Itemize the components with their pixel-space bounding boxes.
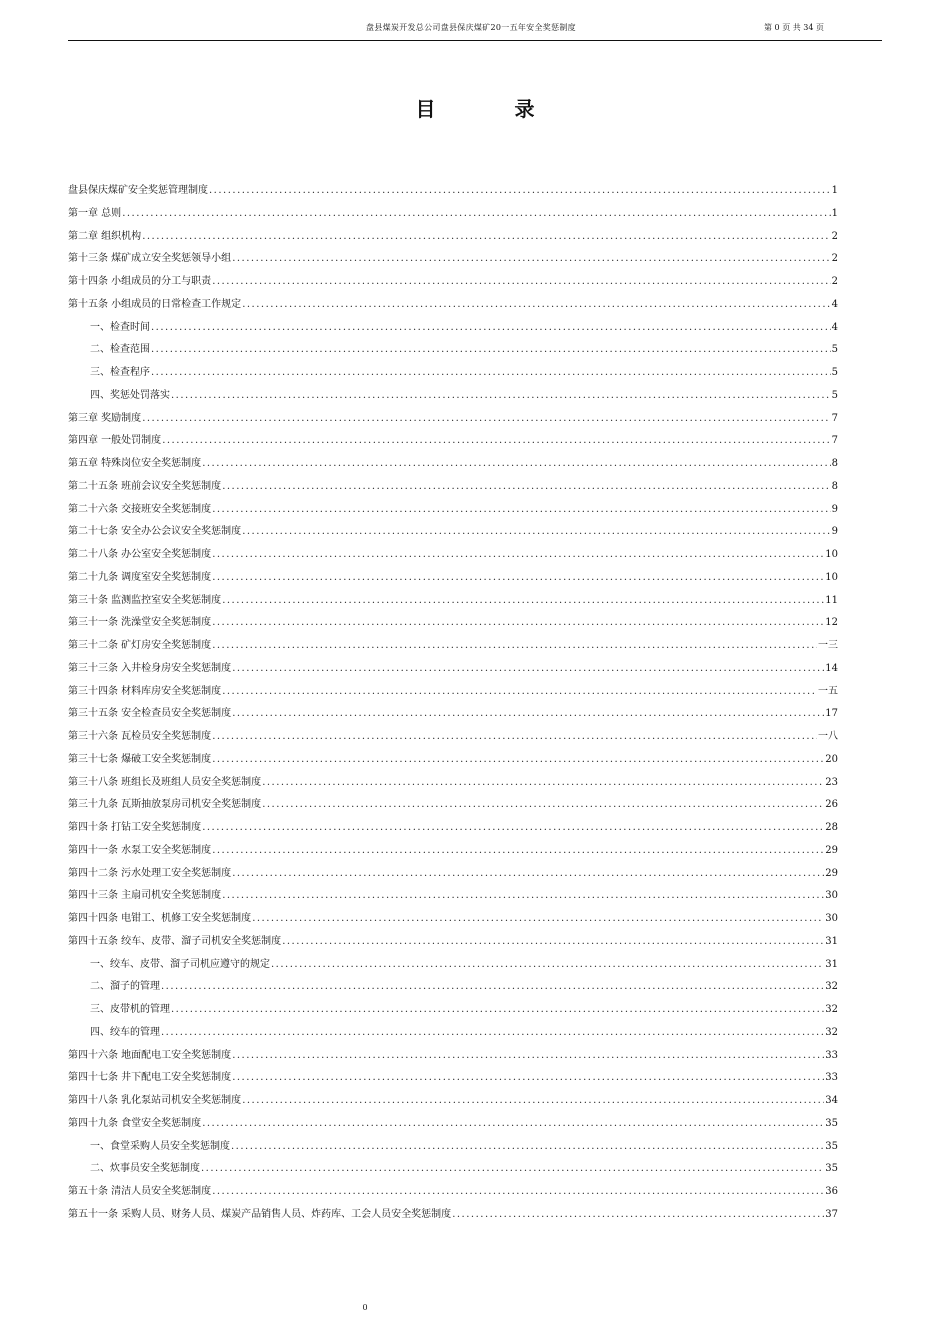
toc-entry-page: 2 xyxy=(831,253,838,265)
toc-entry-label: 第三十六条 瓦检员安全奖惩制度 xyxy=(68,731,212,742)
toc-entry-page: 37 xyxy=(825,1208,838,1220)
toc-entry[interactable] xyxy=(68,863,838,886)
toc-entry-label: 第五章 特殊岗位安全奖惩制度 xyxy=(68,458,202,469)
toc-entry-page: 一三 xyxy=(818,640,838,651)
toc-dot-leader xyxy=(242,294,830,317)
toc-dot-leader xyxy=(212,726,817,749)
toc-entry[interactable] xyxy=(68,1067,838,1090)
toc-entry-label: 三、皮带机的管理 xyxy=(90,1004,170,1015)
toc-entry-page: 31 xyxy=(825,935,838,947)
toc-entry-label: 第四十三条 主扇司机安全奖惩制度 xyxy=(68,890,222,902)
toc-entry-page: 34 xyxy=(825,1095,838,1106)
toc-entry[interactable] xyxy=(68,385,838,408)
toc-dot-leader xyxy=(222,681,817,704)
toc-entry[interactable] xyxy=(68,180,838,203)
toc-entry[interactable] xyxy=(68,408,838,431)
toc-entry[interactable] xyxy=(68,908,838,931)
toc-dot-leader xyxy=(222,590,824,613)
toc-dot-leader xyxy=(271,954,824,977)
toc-entry-page: 9 xyxy=(831,503,838,515)
toc-entry[interactable] xyxy=(68,362,838,385)
toc-entry-label: 第三章 奖励制度 xyxy=(68,412,142,424)
toc-entry[interactable] xyxy=(68,544,838,567)
toc-entry[interactable] xyxy=(68,635,838,658)
toc-entry[interactable] xyxy=(68,817,838,840)
toc-entry-label: 第四十九条 食堂安全奖惩制度 xyxy=(68,1117,202,1129)
toc-entry-page: 9 xyxy=(831,526,838,538)
toc-entry-page: 32 xyxy=(825,1004,838,1015)
toc-entry-label: 第三十八条 班组长及班组人员安全奖惩制度 xyxy=(68,776,262,788)
toc-dot-leader xyxy=(212,271,830,294)
toc-dot-leader xyxy=(452,1204,824,1227)
toc-entry[interactable] xyxy=(68,931,838,954)
toc-entry-page: 35 xyxy=(825,1117,838,1129)
toc-entry-label: 第三十九条 瓦斯抽放泵房司机安全奖惩制度 xyxy=(68,799,262,811)
toc-entry-page: 35 xyxy=(825,1140,838,1152)
toc-entry-label: 一、食堂采购人员安全奖惩制度 xyxy=(90,1140,230,1152)
toc-entry-page: 10 xyxy=(825,571,838,583)
toc-dot-leader xyxy=(232,703,824,726)
toc-entry-label: 第十三条 煤矿成立安全奖惩领导小组 xyxy=(68,253,232,265)
toc-entry-label: 第四十六条 地面配电工安全奖惩制度 xyxy=(68,1049,232,1061)
toc-dot-leader xyxy=(202,1113,824,1136)
toc-dot-leader xyxy=(171,385,831,408)
toc-entry-label: 第二章 组织机构 xyxy=(68,230,142,242)
toc-entry-label: 第四章 一般处罚制度 xyxy=(68,435,162,447)
toc-entry[interactable] xyxy=(68,703,838,726)
toc-entry-page: 1 xyxy=(831,185,838,196)
toc-entry[interactable] xyxy=(68,476,838,499)
toc-dot-leader xyxy=(212,635,817,658)
toc-entry-page: 35 xyxy=(825,1163,838,1175)
toc-entry-label: 第三十一条 洗澡堂安全奖惩制度 xyxy=(68,617,212,629)
toc-entry-page: 5 xyxy=(831,389,838,401)
toc-dot-leader xyxy=(202,453,830,476)
toc-entry[interactable] xyxy=(68,1113,838,1136)
toc-entry-label: 盘县保庆煤矿安全奖惩管理制度 xyxy=(68,185,208,196)
toc-entry-page: 12 xyxy=(825,617,838,629)
toc-entry-label: 四、奖惩处罚落实 xyxy=(90,389,170,401)
toc-entry-label: 第二十七条 安全办公会议安全奖惩制度 xyxy=(68,526,242,538)
toc-entry-page: 32 xyxy=(825,1026,838,1038)
toc-entry[interactable] xyxy=(68,612,838,635)
toc-entry-page: 17 xyxy=(825,708,838,720)
toc-entry-page: 5 xyxy=(831,344,838,356)
toc-entry-page: 30 xyxy=(825,890,838,902)
toc-entry[interactable] xyxy=(68,590,838,613)
toc-entry[interactable] xyxy=(68,226,838,249)
toc-entry-page: 5 xyxy=(831,367,838,378)
toc-entry[interactable] xyxy=(68,248,838,271)
toc-entry-page: 32 xyxy=(825,981,838,993)
toc-entry[interactable] xyxy=(68,1022,838,1045)
toc-dot-leader xyxy=(262,794,824,817)
toc-entry-page: 11 xyxy=(825,594,838,606)
toc-dot-leader xyxy=(212,567,824,590)
toc-entry[interactable] xyxy=(68,749,838,772)
toc-entry-label: 第二十五条 班前会议安全奖惩制度 xyxy=(68,480,222,492)
toc-dot-leader xyxy=(202,817,824,840)
toc-dot-leader xyxy=(222,476,830,499)
toc-entry-label: 第二十九条 调度室安全奖惩制度 xyxy=(68,571,212,583)
toc-entry-label: 第四十四条 电钳工、机修工安全奖惩制度 xyxy=(68,913,252,924)
toc-dot-leader xyxy=(122,203,830,226)
toc-entry-page: 1 xyxy=(831,207,838,219)
toc-dot-leader xyxy=(162,430,830,453)
toc-entry-label: 第四十二条 污水处理工安全奖惩制度 xyxy=(68,867,232,879)
toc-entry-label: 第三十三条 入井检身房安全奖惩制度 xyxy=(68,662,232,674)
toc-entry-page: 10 xyxy=(825,549,838,560)
toc-entry-page: 2 xyxy=(831,230,838,242)
toc-entry[interactable] xyxy=(68,840,838,863)
toc-entry-page: 14 xyxy=(825,662,838,674)
toc-entry-page: 8 xyxy=(831,458,838,469)
toc-entry-page: 23 xyxy=(825,776,838,788)
toc-entry[interactable] xyxy=(68,1181,838,1204)
table-of-contents xyxy=(68,180,838,1227)
toc-entry[interactable] xyxy=(68,658,838,681)
toc-entry[interactable] xyxy=(68,339,838,362)
toc-dot-leader xyxy=(142,226,830,249)
toc-dot-leader xyxy=(161,1022,824,1045)
toc-entry-page: 20 xyxy=(825,753,838,765)
toc-dot-leader xyxy=(232,863,824,886)
toc-entry-label: 第二十六条 交接班安全奖惩制度 xyxy=(68,503,212,515)
toc-entry-label: 第十四条 小组成员的分工与职责 xyxy=(68,276,212,287)
toc-entry-label: 第四十七条 井下配电工安全奖惩制度 xyxy=(68,1072,232,1084)
toc-entry-label: 第四十五条 绞车、皮带、溜子司机安全奖惩制度 xyxy=(68,935,282,947)
toc-dot-leader xyxy=(282,931,824,954)
toc-dot-leader xyxy=(212,1181,824,1204)
toc-entry-page: 26 xyxy=(825,799,838,811)
toc-entry-label: 第四十一条 水泵工安全奖惩制度 xyxy=(68,844,212,856)
toc-entry[interactable] xyxy=(68,885,838,908)
toc-entry-page: 4 xyxy=(831,321,838,333)
toc-dot-leader xyxy=(151,339,831,362)
toc-dot-leader xyxy=(231,1136,824,1159)
toc-entry[interactable] xyxy=(68,521,838,544)
toc-entry[interactable] xyxy=(68,976,838,999)
toc-dot-leader xyxy=(222,885,824,908)
toc-entry[interactable] xyxy=(68,954,838,977)
toc-entry-label: 第三十四条 材料库房安全奖惩制度 xyxy=(68,685,222,697)
toc-entry-page: 28 xyxy=(825,822,838,833)
toc-dot-leader xyxy=(151,362,831,385)
toc-entry[interactable] xyxy=(68,681,838,704)
toc-entry[interactable] xyxy=(68,294,838,317)
toc-entry[interactable] xyxy=(68,1204,838,1227)
toc-entry[interactable] xyxy=(68,430,838,453)
toc-entry[interactable] xyxy=(68,999,838,1022)
toc-entry[interactable] xyxy=(68,794,838,817)
toc-entry-page: 33 xyxy=(825,1049,838,1061)
toc-dot-leader xyxy=(171,999,824,1022)
header-page-info: 第 0 页 共 34 页 xyxy=(764,23,824,32)
toc-dot-leader xyxy=(262,772,824,795)
toc-dot-leader xyxy=(209,180,831,203)
toc-entry-label: 四、绞车的管理 xyxy=(90,1026,160,1038)
toc-title: 目 录 xyxy=(415,97,571,121)
toc-dot-leader xyxy=(232,1067,824,1090)
toc-dot-leader xyxy=(232,658,824,681)
toc-dot-leader xyxy=(212,840,824,863)
toc-dot-leader xyxy=(142,408,830,431)
toc-entry[interactable] xyxy=(68,1045,838,1068)
toc-entry-page: 4 xyxy=(831,298,838,310)
toc-entry-page: 一五 xyxy=(818,685,838,697)
toc-dot-leader xyxy=(242,521,830,544)
toc-entry-page: 31 xyxy=(825,958,838,970)
toc-entry-page: 29 xyxy=(825,844,838,856)
toc-entry-page: 29 xyxy=(825,867,838,879)
toc-dot-leader xyxy=(212,749,824,772)
toc-entry-label: 第三十条 监测监控室安全奖惩制度 xyxy=(68,594,222,606)
toc-entry[interactable] xyxy=(68,1136,838,1159)
toc-entry[interactable] xyxy=(68,317,838,340)
toc-entry-label: 第五十条 清洁人员安全奖惩制度 xyxy=(68,1186,212,1197)
toc-entry-page: 2 xyxy=(831,276,838,287)
toc-entry-page: 一八 xyxy=(818,731,838,742)
page-header xyxy=(68,18,882,41)
toc-entry-label: 第五十一条 采购人员、财务人员、煤炭产品销售人员、炸药库、工会人员安全奖惩制度 xyxy=(68,1208,452,1220)
toc-entry-label: 第四十条 打钻工安全奖惩制度 xyxy=(68,822,202,833)
toc-entry-label: 第一章 总则 xyxy=(68,207,122,219)
toc-entry-label: 第十五条 小组成员的日常检查工作规定 xyxy=(68,298,242,310)
toc-entry-label: 二、炊事员安全奖惩制度 xyxy=(90,1163,200,1175)
toc-entry[interactable] xyxy=(68,567,838,590)
toc-dot-leader xyxy=(232,1045,824,1068)
toc-entry-label: 三、检查程序 xyxy=(90,367,150,378)
toc-entry[interactable] xyxy=(68,271,838,294)
toc-entry[interactable] xyxy=(68,772,838,795)
toc-dot-leader xyxy=(252,908,824,931)
toc-entry-label: 二、检查范围 xyxy=(90,344,150,356)
toc-dot-leader xyxy=(201,1158,824,1181)
toc-entry[interactable] xyxy=(68,1090,838,1113)
header-title: 盘县煤炭开发总公司盘县保庆煤矿20一五年安全奖惩制度 xyxy=(366,23,576,32)
toc-dot-leader xyxy=(242,1090,824,1113)
toc-entry-label: 第三十二条 矿灯房安全奖惩制度 xyxy=(68,640,212,651)
toc-dot-leader xyxy=(212,544,824,567)
toc-dot-leader xyxy=(232,248,830,271)
footer-page-number: 0 xyxy=(362,1303,368,1312)
toc-entry-page: 33 xyxy=(825,1072,838,1084)
toc-dot-leader xyxy=(212,499,830,522)
toc-entry-label: 二、溜子的管理 xyxy=(90,981,160,993)
toc-entry-label: 第三十七条 爆破工安全奖惩制度 xyxy=(68,753,212,765)
toc-dot-leader xyxy=(161,976,824,999)
toc-entry[interactable] xyxy=(68,203,838,226)
toc-entry-page: 7 xyxy=(831,435,838,447)
toc-entry[interactable] xyxy=(68,726,838,749)
toc-entry-label: 一、检查时间 xyxy=(90,321,150,333)
toc-dot-leader xyxy=(151,317,831,340)
toc-entry-label: 一、绞车、皮带、溜子司机应遵守的规定 xyxy=(90,958,270,970)
toc-entry-page: 7 xyxy=(831,412,838,424)
toc-entry[interactable] xyxy=(68,453,838,476)
toc-entry-label: 第四十八条 乳化泵站司机安全奖惩制度 xyxy=(68,1095,242,1106)
toc-entry[interactable] xyxy=(68,499,838,522)
toc-entry-label: 第二十八条 办公室安全奖惩制度 xyxy=(68,549,212,560)
toc-entry-page: 36 xyxy=(825,1186,838,1197)
toc-entry-label: 第三十五条 安全检查员安全奖惩制度 xyxy=(68,708,232,720)
toc-entry-page: 8 xyxy=(831,480,838,492)
toc-dot-leader xyxy=(212,612,824,635)
toc-entry[interactable] xyxy=(68,1158,838,1181)
toc-entry-page: 30 xyxy=(825,913,838,924)
